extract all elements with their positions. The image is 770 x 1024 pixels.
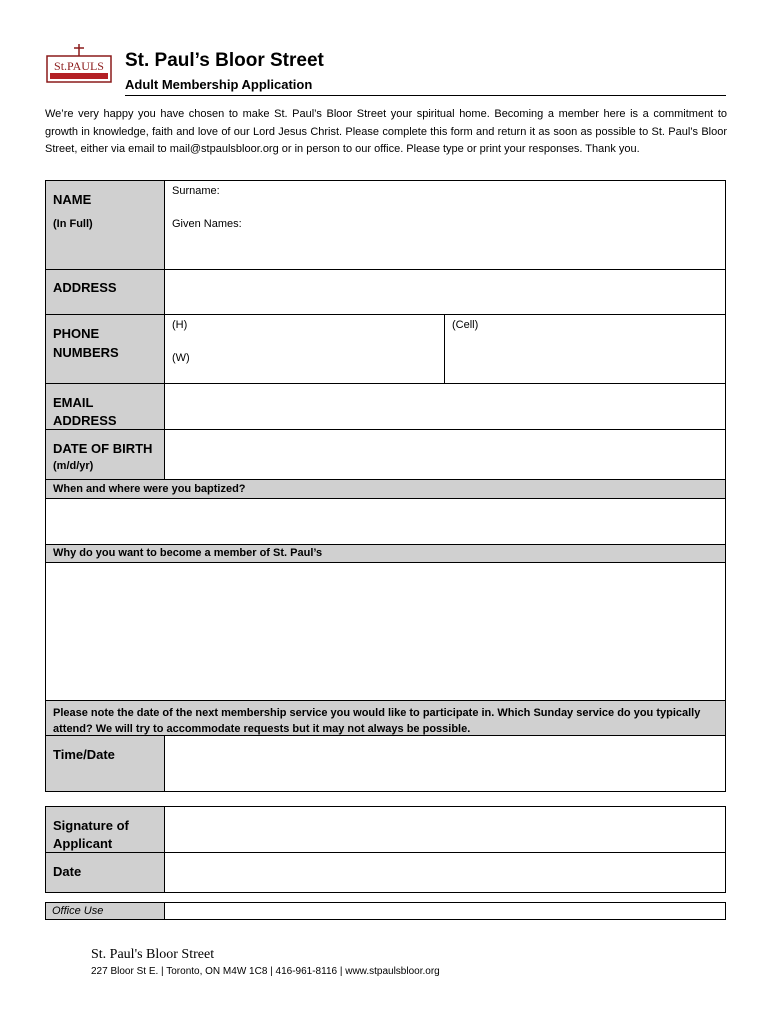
intro-paragraph: We’re very happy you have chosen to make St. Paul’s Bloor Street your spiritual home. Becoming a member here is a commitment to growth in knowledge, faith and love of our Lord Jesus Christ. Please complete this form and return it as soon as possible to St. Paul’s Bloor Street, either via email to mail@stpaulsbloor.org or in person to our office. Please type or print your responses. Thank you. [45, 108, 727, 155]
date-label-cell [45, 852, 165, 893]
time-date-label-cell [45, 735, 165, 792]
office-use-label: Office Use [52, 905, 104, 917]
address-label: ADDRESS [53, 280, 117, 295]
service-note-bar [45, 700, 726, 736]
time-date-label: Time/Date [53, 747, 115, 762]
phone-home-label: (H) [172, 319, 188, 331]
baptized-field[interactable] [45, 498, 726, 545]
signature-field[interactable] [164, 806, 726, 853]
date-field[interactable] [164, 852, 726, 893]
time-date-field[interactable] [164, 735, 726, 792]
name-field[interactable] [164, 180, 726, 270]
address-label-cell [45, 269, 165, 315]
phone-home-work-field[interactable] [164, 314, 445, 384]
page-title: St. Paul’s Bloor Street [125, 50, 324, 71]
given-names-label: Given Names: [172, 218, 242, 230]
name-label: NAME [53, 192, 92, 207]
email-label-cell [45, 383, 165, 430]
phone-label-cell [45, 314, 165, 384]
svg-text:St.PAULS: St.PAULS [54, 59, 104, 73]
header-rule [125, 95, 726, 96]
why-member-question-bar [45, 544, 726, 563]
name-sublabel: (In Full) [53, 218, 93, 230]
date-label: Date [53, 864, 82, 879]
church-logo [46, 44, 112, 84]
surname-label: Surname: [172, 185, 220, 197]
office-use-field [164, 902, 726, 920]
signature-label-line2: Applicant [53, 836, 113, 851]
dob-field[interactable] [164, 429, 726, 480]
email-field[interactable] [164, 383, 726, 430]
email-label-line1: EMAIL [53, 395, 94, 410]
form-subtitle: Adult Membership Application [125, 77, 313, 92]
baptized-question: When and where were you baptized? [53, 483, 246, 495]
baptized-question-bar [45, 479, 726, 499]
email-label-line2: ADDRESS [53, 413, 117, 428]
phone-cell-field[interactable] [444, 314, 726, 384]
dob-sublabel: (m/d/yr) [53, 460, 94, 472]
office-use-label-cell [45, 902, 165, 920]
address-field[interactable] [164, 269, 726, 315]
why-member-field[interactable] [45, 562, 726, 701]
phone-work-label: (W) [172, 352, 190, 364]
phone-label-line1: PHONE [53, 326, 100, 341]
phone-label-line2: NUMBERS [53, 345, 119, 360]
service-note: Please note the date of the next membership service you would like to participate in. Which Sunday service do you typically attend? We will try to accommodate requests but it may not always be possible. [53, 707, 701, 735]
dob-label: DATE OF BIRTH [53, 441, 153, 456]
signature-label-cell [45, 806, 165, 853]
footer-address: 227 Bloor St E. | Toronto, ON M4W 1C8 | 416-961-8116 | www.stpaulsbloor.org [91, 966, 440, 977]
footer-church-name: St. Paul's Bloor Street [91, 947, 215, 962]
dob-label-cell [45, 429, 165, 480]
why-member-question: Why do you want to become a member of St. Paul’s [53, 547, 323, 559]
signature-label-line1: Signature of [53, 818, 129, 833]
name-label-cell [45, 180, 165, 270]
phone-cell-label: (Cell) [452, 319, 479, 331]
